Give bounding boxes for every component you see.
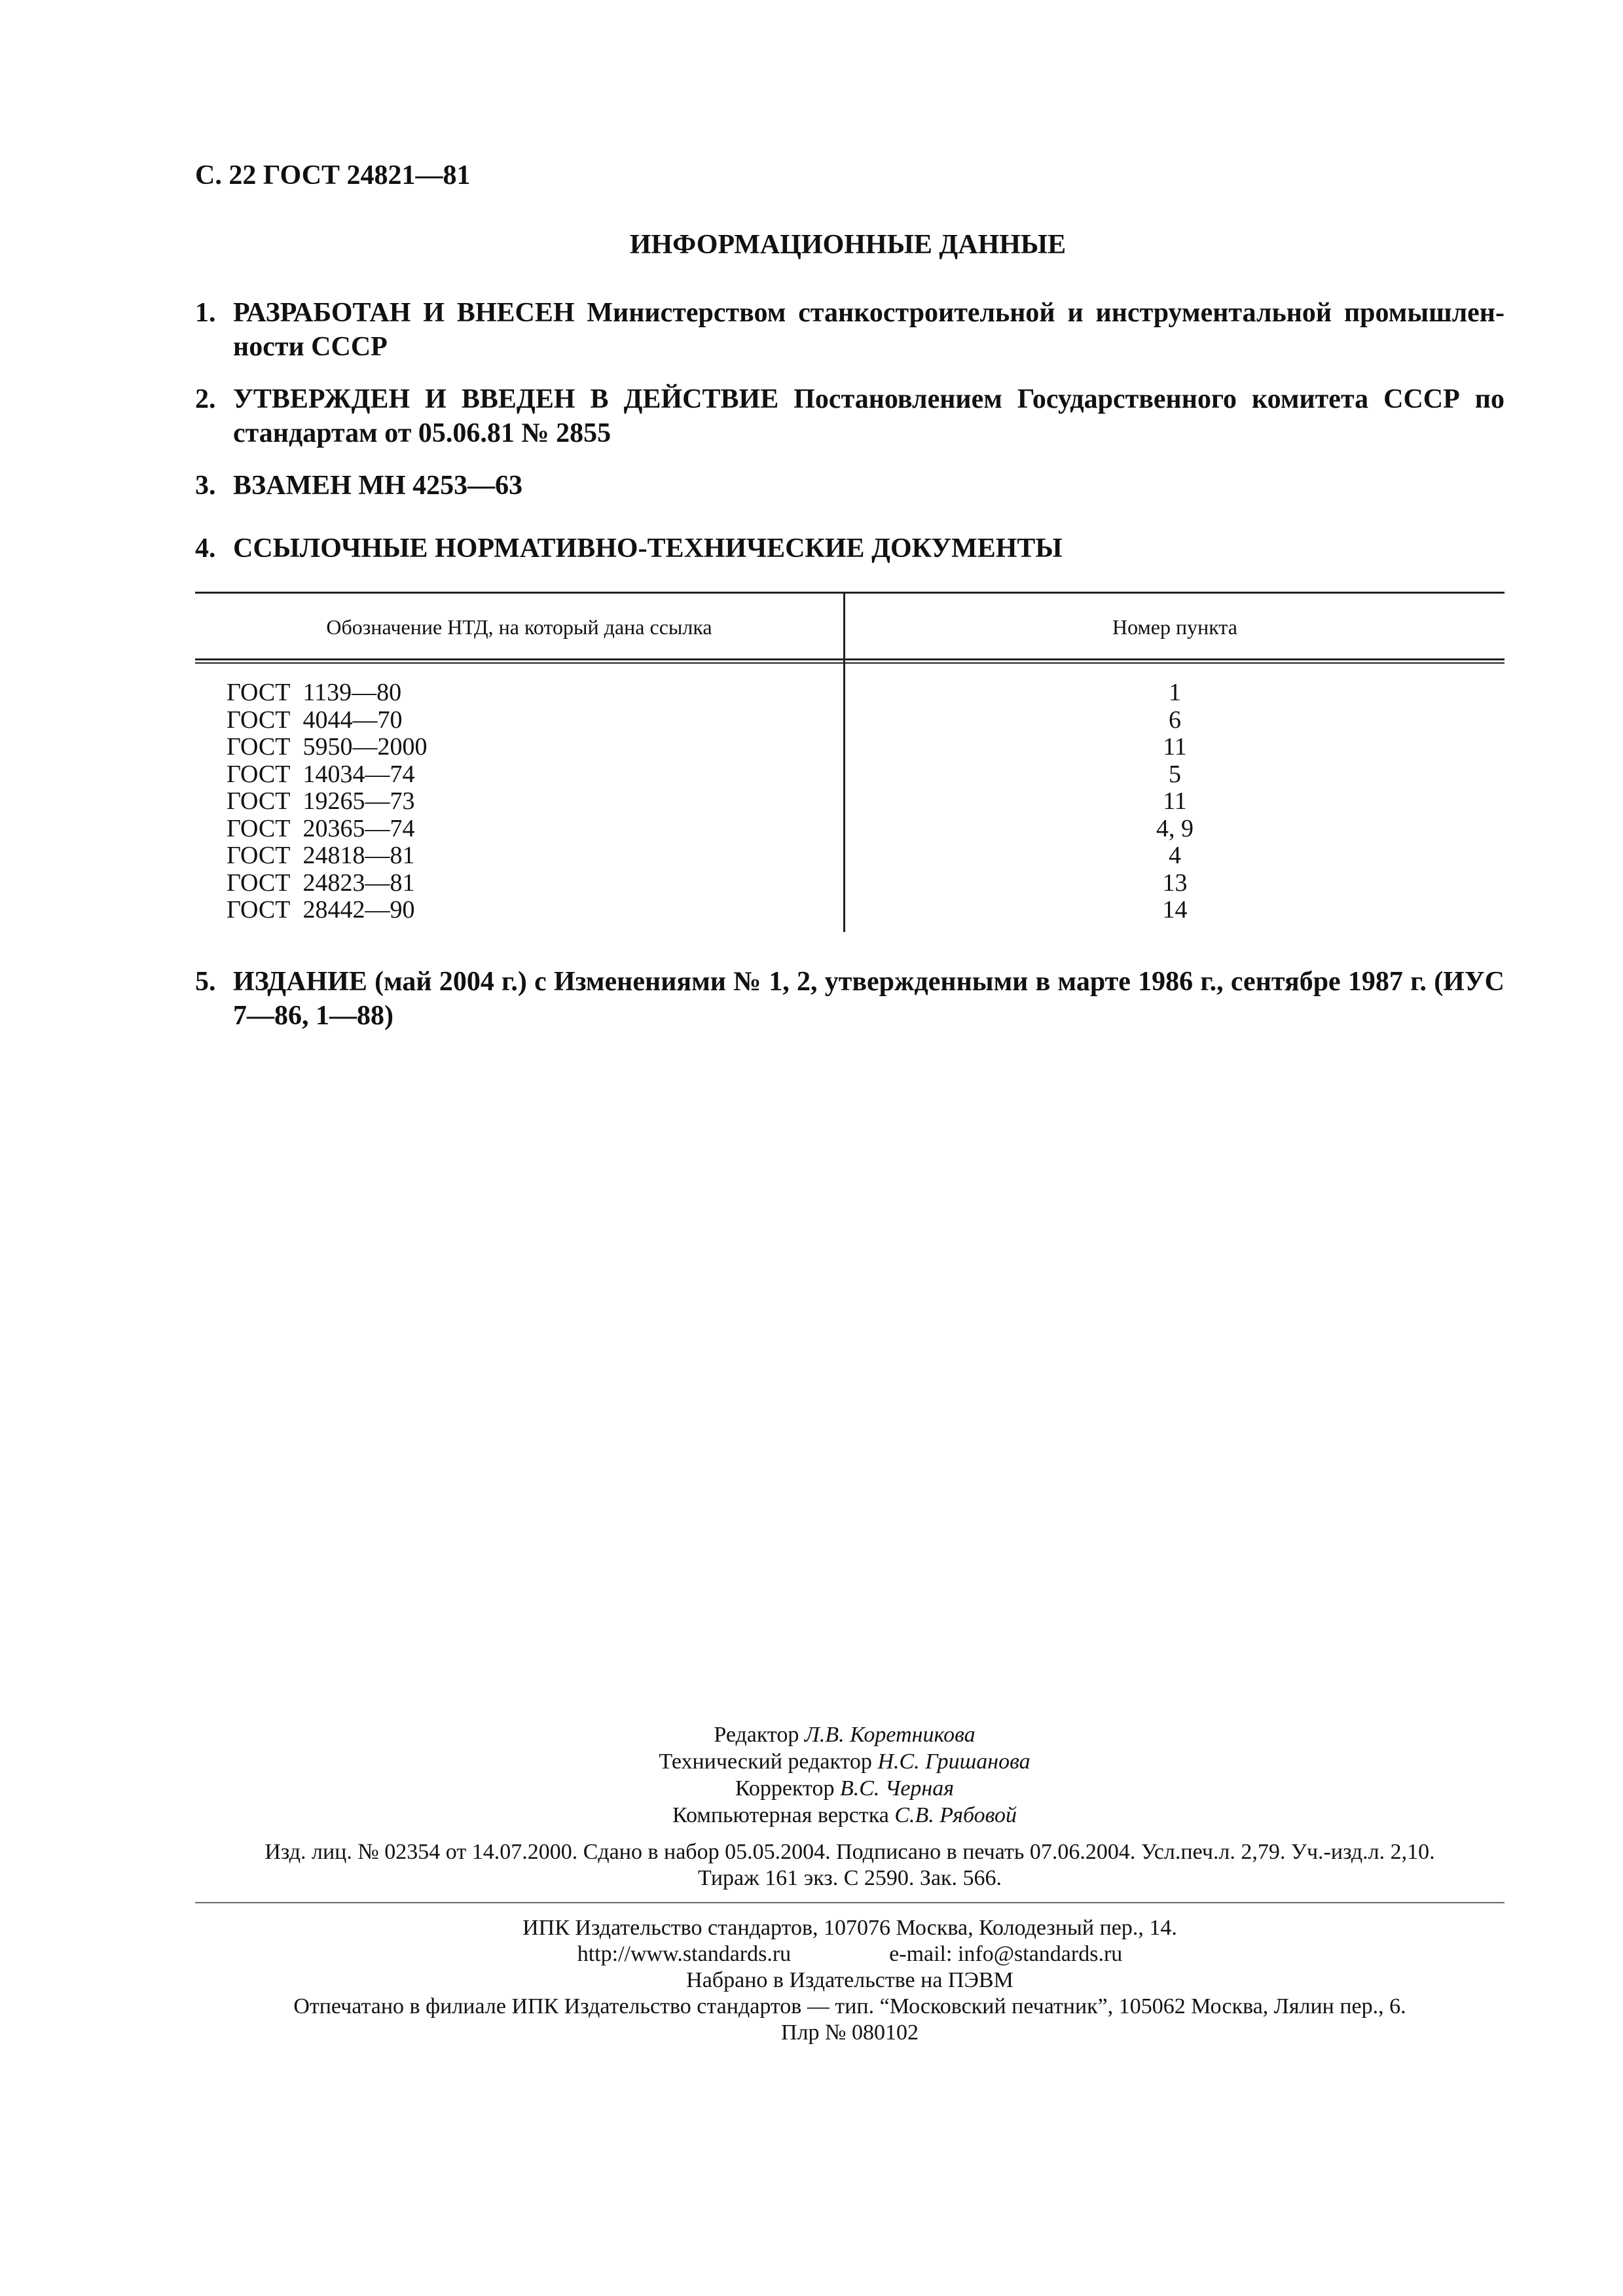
table-cell-document: ГОСТ 28442—90 xyxy=(227,896,415,924)
table-cell-clause: 13 xyxy=(1162,869,1188,897)
item-number: 5. xyxy=(195,967,216,997)
item-number: 3. xyxy=(195,471,216,501)
tech-editor-name: Н.С. Гришанова xyxy=(877,1749,1030,1774)
footer-separator xyxy=(195,1902,1504,1903)
info-item-5 xyxy=(195,965,1504,1033)
printing-note: Отпечатано в филиале ИПК Издательство стандартов — тип. “Московский печатник”, 105062 Москва, Лялин пер., 6. xyxy=(293,1994,1406,2018)
table-cell-document: ГОСТ 5950—2000 xyxy=(227,733,428,761)
info-item-4 xyxy=(195,531,1504,565)
publisher-email: e-mail: info@standards.ru xyxy=(889,1942,1123,1966)
table-cell-clause: 1 xyxy=(1169,679,1181,706)
info-item-3 xyxy=(195,469,1504,503)
editorial-credits xyxy=(0,1721,1623,1829)
page-header: С. 22 ГОСТ 24821—81 xyxy=(195,160,471,190)
item-lead: ВЗАМЕН МН 4253—63 xyxy=(233,471,523,501)
table-top-rule xyxy=(195,592,1504,594)
table-cell-clause: 6 xyxy=(1169,706,1181,734)
corrector-label: Корректор xyxy=(735,1776,835,1801)
publisher-website: http://www.standards.ru xyxy=(577,1942,792,1966)
item-number: 4. xyxy=(195,533,216,564)
table-cell-clause: 4 xyxy=(1169,842,1181,869)
table-cell-document: ГОСТ 19265—73 xyxy=(227,787,415,815)
print-info-line: Изд. лиц. № 02354 от 14.07.2000. Сдано в набор 05.05.2004. Подписано в печать 07.06.2004. Усл.печ.л. 2,79. Уч.-изд.л. 2,10. xyxy=(264,1840,1435,1864)
item-lead: РАЗРАБОТАН И ВНЕСЕН xyxy=(233,298,575,328)
item-lead: ИЗДАНИЕ xyxy=(233,967,367,997)
layout-name: С.В. Рябовой xyxy=(894,1803,1017,1827)
info-item-2 xyxy=(195,382,1504,450)
info-item-1 xyxy=(195,296,1504,364)
typeset-note: Набрано в Издательстве на ПЭВМ xyxy=(686,1968,1013,1992)
license-number: Плр № 080102 xyxy=(781,2020,919,2045)
editor-name: Л.В. Коретникова xyxy=(804,1723,976,1747)
column-header-document: Обозначение НТД, на который дана ссылка xyxy=(326,615,712,639)
item-text: Министерством станкостроительной и инструментальной промышлен-ности СССР xyxy=(233,298,1504,362)
table-cell-document: ГОСТ 24818—81 xyxy=(227,842,415,869)
table-cell-document: ГОСТ 20365—74 xyxy=(227,814,415,842)
table-cell-document: ГОСТ 14034—74 xyxy=(227,760,415,788)
publisher-info xyxy=(195,1915,1504,2046)
item-number: 2. xyxy=(195,384,216,414)
item-lead: ССЫЛОЧНЫЕ НОРМАТИВНО-ТЕХНИЧЕСКИЕ ДОКУМЕНТЫ xyxy=(233,533,1063,564)
item-text: Постановлением Государственного комитета СССР по стандартам от 05.06.81 № 2855 xyxy=(233,384,1505,448)
publisher-address: ИПК Издательство стандартов, 107076 Москва, Колодезный пер., 14. xyxy=(522,1916,1177,1940)
corrector-name: В.С. Черная xyxy=(839,1776,955,1801)
print-info xyxy=(195,1839,1504,1892)
table-header-rule xyxy=(195,658,1504,664)
column-header-clause: Номер пункта xyxy=(1112,615,1237,639)
layout-label: Компьютерная верстка xyxy=(672,1803,889,1827)
table-cell-document: ГОСТ 4044—70 xyxy=(227,706,403,734)
tech-editor-label: Технический редактор xyxy=(659,1749,872,1774)
table-cell-clause: 14 xyxy=(1162,896,1188,924)
editor-label: Редактор xyxy=(714,1723,799,1747)
table-cell-clause: 4, 9 xyxy=(1156,814,1194,842)
table-cell-clause: 11 xyxy=(1163,787,1187,815)
item-lead: УТВЕРЖДЕН И ВВЕДЕН В ДЕЙСТВИЕ xyxy=(233,384,779,414)
document-column xyxy=(227,679,428,924)
item-text: (май 2004 г.) с Изменениями № 1, 2, утвержденными в марте 1986 г., сентябре 1987 г. (ИУС 7—86, 1—88) xyxy=(233,967,1505,1031)
clause-column xyxy=(845,679,1504,924)
reference-documents-table xyxy=(195,592,1504,932)
print-info-line: Тираж 161 экз. С 2590. Зак. 566. xyxy=(697,1866,1002,1890)
table-cell-clause: 11 xyxy=(1163,733,1187,761)
table-cell-clause: 5 xyxy=(1169,760,1181,788)
table-cell-document: ГОСТ 1139—80 xyxy=(227,679,402,706)
table-cell-document: ГОСТ 24823—81 xyxy=(227,869,415,897)
document-title: ИНФОРМАЦИОННЫЕ ДАННЫЕ xyxy=(629,230,1067,260)
item-number: 1. xyxy=(195,298,216,328)
